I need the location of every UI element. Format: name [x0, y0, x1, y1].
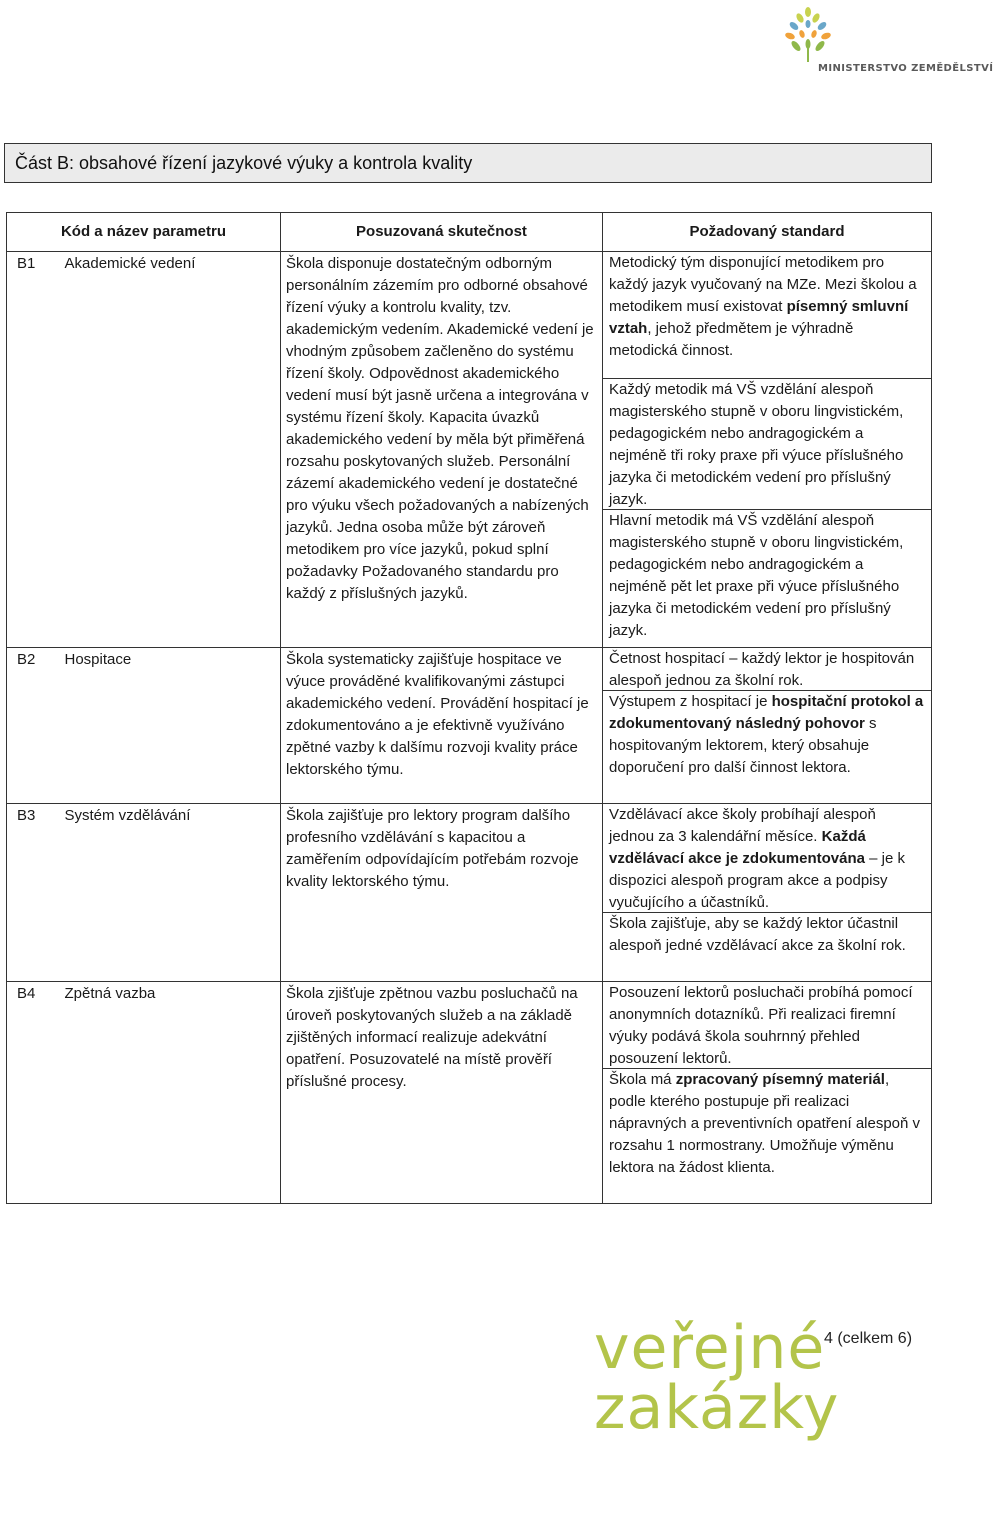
header-code-name: Kód a název parametru — [7, 213, 281, 252]
param-standard — [603, 982, 932, 1204]
table-header-row — [7, 213, 932, 252]
standard-emphasis: Každá vzdělávací akce je zdokumentována — [609, 828, 866, 867]
param-name: Akademické vedení — [63, 252, 281, 648]
table-row — [7, 648, 932, 804]
param-code: B2 — [7, 648, 63, 804]
ministry-name: MINISTERSTVO ZEMĚDĚLSTVÍ — [818, 63, 993, 74]
param-standard — [603, 648, 932, 804]
standard-item — [603, 690, 931, 779]
standard-item: Každý metodik má VŠ vzdělání alespoň magisterského stupně v oboru lingvistickém, pedagogickém nebo andragogickém a nejméně tři roky praxe při výuce příslušného jazyka či metodickém vedení pro příslušný jazyk. — [603, 378, 931, 509]
standard-text: Výstupem z hospitací je — [609, 693, 772, 710]
standard-item: Četnost hospitací – každý lektor je hospitován alespoň jednou za školní rok. — [609, 650, 915, 689]
param-standard — [603, 252, 932, 648]
standard-text: – je k dispozici alespoň program akce a podpisy vyučujícího a účastníků. — [609, 850, 905, 911]
param-fact: Škola zjišťuje zpětnou vazbu posluchačů na úroveň poskytovaných služeb a na základě zjištěných informací realizuje adekvátní opatření. Posuzovatelé na místě prověří příslušné procesy. — [281, 982, 603, 1204]
param-fact: Škola systematicky zajišťuje hospitace ve výuce prováděné kvalifikovanými zástupci akademického vedení. Provádění hospitací je zdokumentováno a je efektivně využíváno zpětné vazby k dalšímu rozvoji kvality práce lektorského týmu. — [281, 648, 603, 804]
standard-text: , podle kterého postupuje při realizaci nápravných a preventivních opatření alespoň v rozsahu 1 normostrany. Umožňuje výměnu lektora na žádost klienta. — [609, 1071, 921, 1176]
table-row — [7, 982, 932, 1204]
header-standard: Požadovaný standard — [603, 213, 932, 252]
standard-item — [603, 1068, 931, 1179]
standard-item: Škola zajišťuje, aby se každý lektor účastnil alespoň jedné vzdělávací akce za školní rok. — [603, 912, 931, 957]
standard-text: Škola má — [609, 1071, 676, 1088]
param-standard — [603, 804, 932, 982]
standard-text: Vzdělávací akce školy probíhají alespoň jednou za 3 kalendářní měsíce. — [609, 806, 876, 845]
standard-text: s hospitovaným lektorem, který obsahuje doporučení pro další činnost lektora. — [609, 715, 877, 776]
param-fact: Škola zajišťuje pro lektory program dalšího profesního vzdělávání s kapacitou a zaměřením odpovídajícím potřebám rozvoje kvality lektorského týmu. — [281, 804, 603, 982]
standard-item: Posouzení lektorů posluchači probíhá pomocí anonymních dotazníků. Při realizaci firemní výuky podává škola souhrnný přehled posouzení lektorů. — [609, 984, 913, 1067]
param-name: Zpětná vazba — [63, 982, 281, 1204]
standard-text: , jehož předmětem je výhradně metodická činnost. — [609, 320, 854, 359]
param-fact: Škola disponuje dostatečným odborným personálním zázemím pro odborné obsahové řízení výuky a kontrolu kvality, tzv. akademickým vedením. Akademické vedení je vhodným způsobem začleněno do systému řízení školy. Odpovědnost akademického vedení musí být jasně určena a integrována v systému řízení školy. Kapacita úvazků akademického vedení by měla být přiměřená rozsahu poskytovaných služeb. Personální zázemí akademického vedení je dostatečné pro výuku všech požadovaných a nabízených jazyků. Jedna osoba může být zároveň metodikem pro více jazyků, pokud splní požadavky Požadovaného standardu pro každý z příslušných jazyků. — [281, 252, 603, 648]
header-fact: Posuzovaná skutečnost — [281, 213, 603, 252]
param-code: B3 — [7, 804, 63, 982]
param-code: B1 — [7, 252, 63, 648]
param-name: Systém vzdělávání — [63, 804, 281, 982]
section-title: Část B: obsahové řízení jazykové výuky a kontrola kvality — [4, 143, 932, 183]
standard-emphasis: zpracovaný písemný materiál — [675, 1071, 885, 1088]
wheat-leaves-icon — [778, 4, 848, 66]
standard-item: Hlavní metodik má VŠ vzdělání alespoň magisterského stupně v oboru lingvistickém, pedagogickém nebo andragogickém a nejméně pět let praxe při výuce příslušného jazyka či metodickém vedení pro příslušný jazyk. — [603, 509, 931, 642]
standard-text: Metodický tým disponující metodikem pro každý jazyk vyučovaný na MZe. Mezi školou a metodikem musí existovat — [609, 254, 917, 315]
page-number: 4 (celkem 6) — [824, 1330, 913, 1347]
standard-emphasis: písemný smluvní vztah — [609, 298, 909, 337]
param-code: B4 — [7, 982, 63, 1204]
ministry-logo — [778, 4, 993, 82]
parameters-table — [6, 212, 932, 1204]
standard-item — [603, 252, 931, 378]
standard-emphasis: hospitační protokol a zdokumentovaný následný pohovor — [609, 693, 924, 732]
table-row — [7, 252, 932, 648]
logo-line-1: veřejné — [594, 1313, 826, 1383]
standard-item — [603, 804, 931, 912]
param-name: Hospitace — [63, 648, 281, 804]
logo-line-2: zakázky — [594, 1373, 840, 1443]
table-row — [7, 804, 932, 982]
